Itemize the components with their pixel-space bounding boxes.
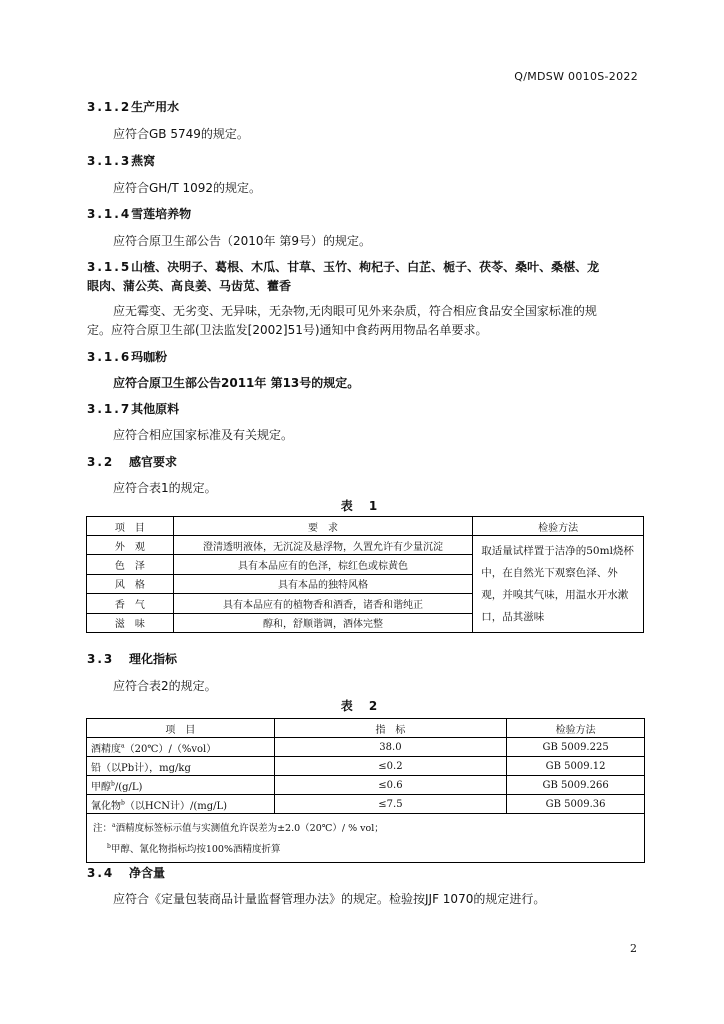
note-prefix: 注：: [93, 823, 113, 835]
item-name: 甲醇: [91, 781, 111, 793]
table-note: [87, 814, 645, 863]
section-text: 应符合《定量包装商品计量监督管理办法》的规定。检验按JJF 1070的规定进行。: [113, 892, 546, 906]
item-unit: /(g/L): [114, 781, 143, 793]
section-number: 3.1.4: [87, 207, 132, 221]
table-cell: ≤0.6: [274, 776, 507, 795]
table-cell: ≤0.2: [274, 757, 507, 776]
section-number: 3.1.5: [87, 260, 132, 274]
note-text: 酒精度标签标示值与实测值允许误差为±2.0（20℃）/ % vol；: [115, 823, 384, 835]
section-number: 3.1.7: [87, 402, 132, 416]
section-heading: [87, 258, 599, 275]
table-cell: 38.0: [274, 738, 507, 757]
table-cell: GB 5009.36: [507, 795, 645, 814]
note-line: [93, 838, 638, 859]
footnote-mark: b: [121, 799, 125, 807]
section-title: 玛咖粉: [131, 350, 168, 364]
table-row: [87, 795, 645, 814]
section-text: 应无霉变、无劣变、无异味，无杂物,无肉眼可见外来杂质，符合相应食品安全国家标准的规: [113, 304, 597, 318]
table-cell: 外 观: [87, 536, 174, 555]
section-number: 3.1.3: [87, 154, 132, 168]
section-title: 其他原料: [131, 402, 180, 416]
table-row: [87, 776, 645, 795]
section-text: 应符合GB 5749的规定。: [113, 127, 249, 141]
test-method-cell: 取适量试样置于洁净的50ml烧杯中，在自然光下观察色泽、外观，并嗅其气味，用温水开水漱口，品其滋味: [473, 536, 644, 633]
table-header: 检验方法: [507, 719, 645, 738]
item-unit: （20℃）/（%vol）: [124, 743, 217, 755]
section-title: 生产用水: [131, 100, 180, 114]
table-cell: 滋 味: [87, 613, 174, 632]
sensory-requirements-table: [86, 516, 644, 633]
document-code: Q/MDSW 0010S-2022: [514, 70, 638, 83]
note-line: [93, 817, 638, 838]
table-note-row: [87, 814, 645, 863]
table-cell: ≤7.5: [274, 795, 507, 814]
section-title: 雪莲培养物: [131, 207, 192, 221]
table-header: 指 标: [274, 719, 507, 738]
physicochemical-table: [86, 718, 645, 863]
table-header: 项 目: [87, 517, 174, 536]
section-heading: [87, 650, 177, 667]
section-title: 净含量: [129, 866, 166, 880]
table-row: [87, 757, 645, 776]
table-row: [87, 738, 645, 757]
table-header: 项 目: [87, 719, 275, 738]
section-text-continued: 定。应符合原卫生部(卫法监发[2002]51号)通知中食药两用物品名单要求。: [87, 323, 488, 337]
section-text: 应符合原卫生部公告2011年 第13号的规定。: [113, 376, 360, 390]
section-number: 3.1.2: [87, 100, 132, 114]
table-header: 检验方法: [473, 517, 644, 536]
table-header: 要 求: [173, 517, 472, 536]
section-number: 3.3: [87, 652, 115, 666]
section-heading: [87, 400, 179, 417]
footnote-mark: a: [121, 742, 125, 750]
footnote-mark: a: [112, 822, 116, 829]
section-title: 山楂、决明子、葛根、木瓜、甘草、玉竹、枸杞子、白芷、栀子、茯苓、桑叶、桑椹、龙: [131, 260, 600, 274]
item-name: 铅（以Pb计），mg/kg: [91, 762, 191, 774]
table-cell: [87, 757, 275, 776]
section-number: 3.1.6: [87, 350, 132, 364]
table-cell: 色 泽: [87, 555, 174, 574]
section-heading: [87, 205, 191, 222]
section-text: 应符合相应国家标准及有关规定。: [113, 428, 294, 442]
section-heading: [87, 348, 167, 365]
item-name: 氰化物: [91, 800, 121, 812]
section-title: 理化指标: [129, 652, 178, 666]
section-title: 燕窝: [131, 154, 156, 168]
section-number: 3.4: [87, 866, 115, 880]
table-cell: [87, 776, 275, 795]
table-caption: 表 1: [340, 499, 384, 513]
page-number: 2: [630, 942, 637, 955]
table-cell: 醇和，舒顺谐调，酒体完整: [173, 613, 472, 632]
section-heading: [87, 864, 165, 881]
section-text: 应符合原卫生部公告（2010年 第9号）的规定。: [113, 234, 371, 248]
footnote-mark: b: [111, 780, 115, 788]
section-text: 应符合GH/T 1092的规定。: [113, 181, 262, 195]
item-name: 酒精度: [91, 743, 121, 755]
item-unit: （以HCN计）/(mg/L): [124, 800, 228, 812]
table-cell: 具有本品的独特风格: [173, 574, 472, 593]
section-text: 应符合表1的规定。: [113, 481, 217, 495]
table-cell: GB 5009.12: [507, 757, 645, 776]
table-cell: 澄清透明液体，无沉淀及悬浮物，久置允许有少量沉淀: [173, 536, 472, 555]
section-number: 3.2: [87, 455, 115, 469]
table-cell: [87, 795, 275, 814]
section-title: 感官要求: [129, 455, 178, 469]
table-cell: GB 5009.266: [507, 776, 645, 795]
table-cell: [87, 738, 275, 757]
section-heading: [87, 152, 155, 169]
section-heading: [87, 98, 179, 115]
table-row: [87, 536, 644, 555]
table-cell: GB 5009.225: [507, 738, 645, 757]
table-cell: 风 格: [87, 574, 174, 593]
section-title-continued: 眼肉、蒲公英、高良姜、马齿苋、藿香: [87, 279, 292, 293]
table-caption: 表 2: [340, 699, 384, 713]
section-text: 应符合表2的规定。: [113, 679, 217, 693]
table-cell: 香 气: [87, 594, 174, 613]
section-heading: [87, 453, 177, 470]
table-cell: 具有本品应有的植物香和酒香，诸香和谐纯正: [173, 594, 472, 613]
note-text: 甲醇、氰化物指标均按100%酒精度折算: [110, 844, 281, 856]
footnote-mark: b: [107, 843, 111, 851]
table-cell: 具有本品应有的色泽，棕红色或棕黄色: [173, 555, 472, 574]
